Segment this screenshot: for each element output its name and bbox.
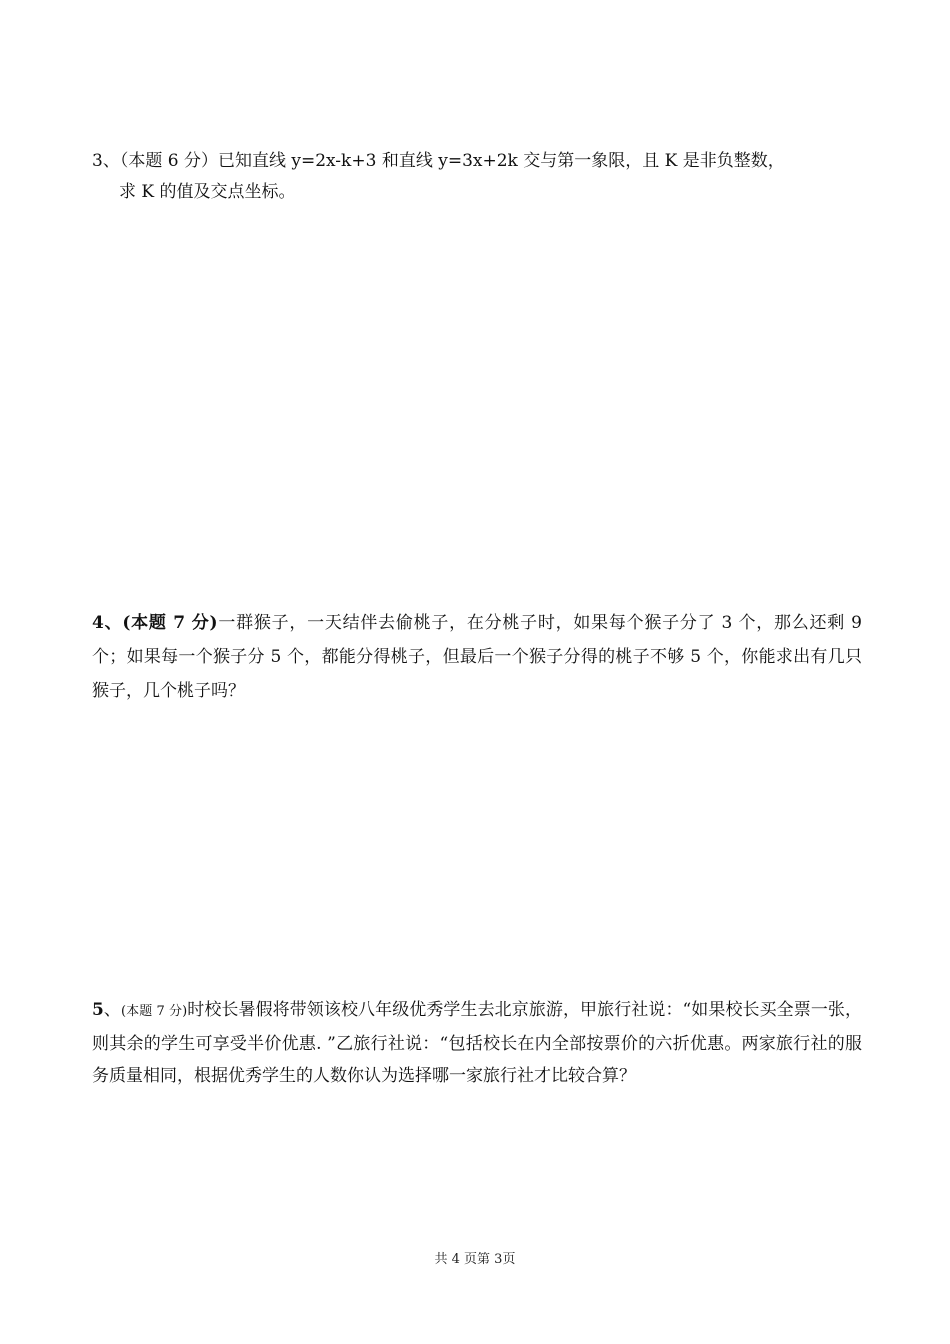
problem-5-text: 时校长暑假将带领该校八年级优秀学生去北京旅游，甲旅行社说：“如果校长买全票一张，则其余的学生可享受半价优惠. ”乙旅行社说：“包括校长在内全部按票价的六折优惠。两家旅行社的服务质量相同，根据优秀学生的人数你认为选择哪一家旅行社才比较合算？ — [92, 1000, 862, 1086]
problem-4-number: 4、 — [92, 613, 123, 633]
problem-3-line-1 — [92, 146, 862, 177]
problem-4-score: (本题 7 分) — [122, 613, 218, 633]
problem-5-score: (本题 7 分) — [121, 1004, 188, 1019]
problem-5 — [92, 994, 862, 1092]
problem-4-text: 一群猴子，一天结伴去偷桃子，在分桃子时，如果每个猴子分了 3 个，那么还剩 9 个；如果每一个猴子分 5 个，都能分得桃子，但最后一个猴子分得的桃子不够 5 个，你能求出有几只猴子，几个桃子吗？ — [92, 613, 862, 701]
problem-3-text-1: 已知直线 y=2x-k+3 和直线 y=3x+2k 交与第一象限，且 K 是非负整数， — [217, 151, 785, 171]
problem-3-score: （本题 6 分） — [119, 151, 218, 171]
problem-4 — [92, 606, 862, 708]
problem-5-separator: 、 — [103, 1000, 122, 1020]
problem-3-number: 3、 — [92, 151, 120, 171]
problem-3-text-2: 求 K 的值及交点坐标。 — [119, 182, 296, 202]
page-footer: 共 4 页第 3页 — [434, 1252, 516, 1267]
problem-5-number: 5 — [92, 1000, 104, 1020]
problem-3 — [92, 146, 862, 208]
